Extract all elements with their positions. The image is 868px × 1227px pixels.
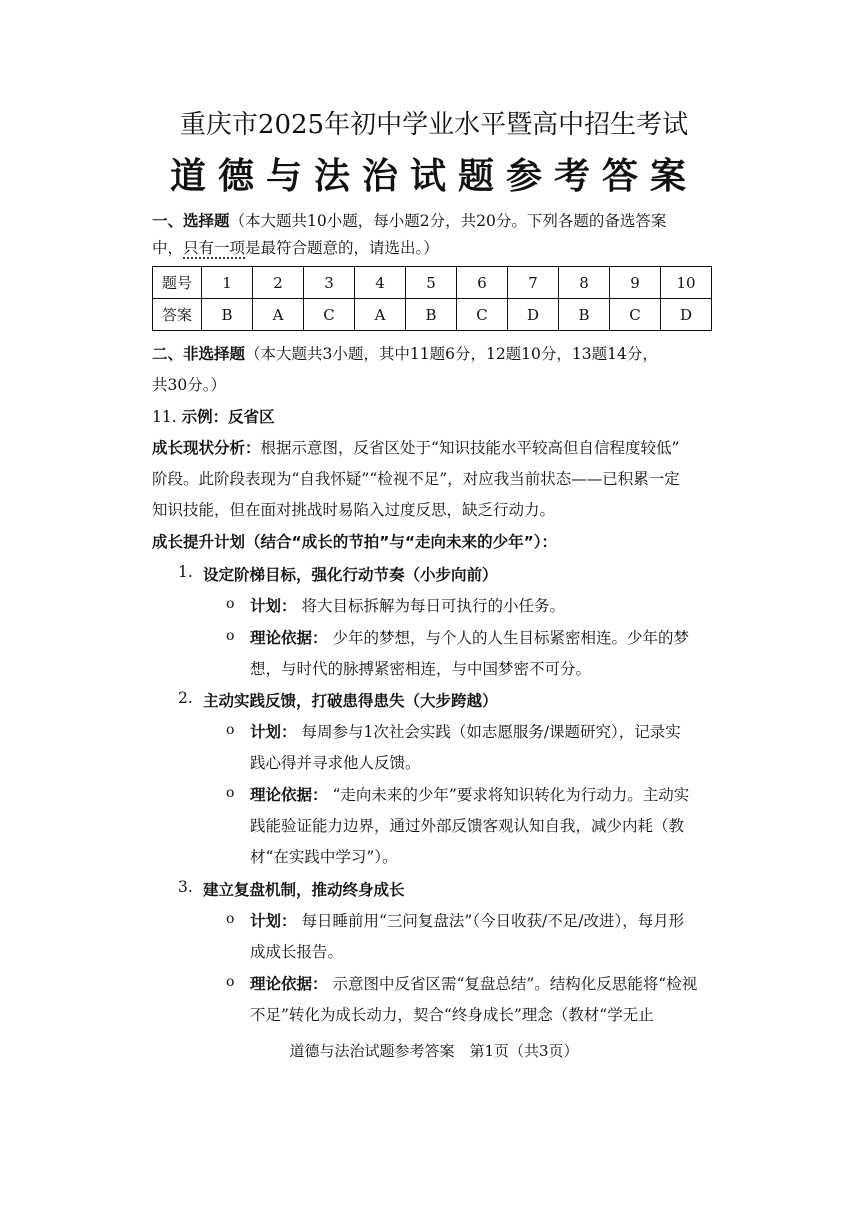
plan-text: 每日睡前用“三问复盘法”（今日收获/不足/改进），每月形 — [301, 912, 685, 930]
step-title: 设定阶梯目标，强化行动节奏（小步向前） — [203, 566, 498, 584]
analysis-label: 成长现状分析： — [152, 439, 261, 457]
basis-item — [250, 626, 720, 648]
table-row-answers — [153, 299, 712, 331]
analysis-text-2: 阶段。此阶段表现为“自我怀疑”“检视不足”，对应我当前状态——已积累一定 — [152, 470, 680, 488]
row-label-question: 题号 — [153, 267, 202, 299]
plan-item — [250, 594, 720, 616]
basis-text: “走向未来的少年”要求将知识转化为行动力。主动实 — [332, 786, 690, 804]
basis-label: 理论依据： — [250, 975, 328, 993]
section1-desc-line1: （本大题共10小题，每小题2分，共20分。下列各题的备选答案 — [229, 212, 667, 230]
table-cell: B — [202, 299, 253, 331]
table-cell: D — [508, 299, 559, 331]
step-title: 主动实践反馈，打破患得患失（大步跨越） — [203, 692, 498, 710]
basis-text: 少年的梦想，与个人的人生目标紧密相连。少年的梦 — [332, 629, 689, 647]
table-cell: C — [304, 299, 355, 331]
section2-desc-line2: 共30分。） — [152, 376, 226, 394]
row-label-answer: 答案 — [153, 299, 202, 331]
table-cell: D — [661, 299, 712, 331]
analysis-text-3: 知识技能，但在面对挑战时易陷入过度反思，缺乏行动力。 — [152, 501, 556, 519]
plan-item — [250, 720, 720, 742]
section1-desc-a: 中， — [152, 239, 184, 257]
step-number: 1. — [178, 563, 193, 581]
basis-label: 理论依据： — [250, 629, 328, 647]
q11-number: 11. — [152, 408, 177, 426]
basis-item — [250, 783, 720, 805]
table-cell: 6 — [457, 267, 508, 299]
basis-text-cont: 践能验证能力边界，通过外部反馈客观认知自我，减少内耗（教 — [250, 817, 685, 835]
plan-text-cont: 成成长报告。 — [250, 943, 344, 961]
bullet-icon: o — [226, 974, 235, 990]
table-cell: 3 — [304, 267, 355, 299]
bullet-icon: o — [226, 628, 235, 644]
basis-item — [250, 972, 720, 994]
bullet-icon: o — [226, 911, 235, 927]
step-title: 建立复盘机制，推动终身成长 — [203, 881, 405, 899]
table-cell: C — [610, 299, 661, 331]
analysis-line1 — [152, 436, 732, 458]
table-cell: 5 — [406, 267, 457, 299]
step-number: 3. — [178, 878, 193, 896]
answer-table — [152, 266, 712, 331]
plan-item — [250, 909, 720, 931]
table-cell: A — [253, 299, 304, 331]
table-cell: 7 — [508, 267, 559, 299]
emphasis-dotted-text: 只有一项 — [183, 239, 246, 257]
section2-label: 二、非选择题 — [152, 345, 246, 363]
table-cell: B — [559, 299, 610, 331]
table-cell: 9 — [610, 267, 661, 299]
table-cell: 10 — [661, 267, 712, 299]
analysis-text-1: 根据示意图，反省区处于“知识技能水平较高但自信程度较低” — [260, 439, 680, 457]
table-cell: 2 — [253, 267, 304, 299]
table-row-numbers — [153, 267, 712, 299]
plan-label: 计划： — [250, 912, 297, 930]
section1-desc-b: 是最符合题意的，请选出。） — [245, 239, 439, 257]
section2-line1 — [152, 342, 732, 364]
table-cell: C — [457, 299, 508, 331]
page-footer: 道德与法治试题参考答案 第1页（共3页） — [289, 1042, 579, 1060]
basis-text-cont: 想，与时代的脉搏紧密相连，与中国梦密不可分。 — [250, 660, 592, 678]
bullet-icon: o — [226, 722, 235, 738]
bullet-icon: o — [226, 785, 235, 801]
section1-line2 — [152, 236, 732, 258]
section1-label: 一、选择题 — [152, 212, 230, 230]
section1-line1 — [152, 209, 732, 231]
section2-desc-line1: （本大题共3小题，其中11题6分，12题10分，13题14分， — [245, 345, 658, 363]
plan-heading: 成长提升计划（结合“成长的节拍”与“走向未来的少年”）： — [152, 533, 557, 551]
table-cell: B — [406, 299, 457, 331]
table-cell: 4 — [355, 267, 406, 299]
document-title: 道德与法治试题参考答案 — [169, 156, 698, 197]
plan-text: 每周参与1次社会实践（如志愿服务/课题研究），记录实 — [301, 723, 681, 741]
step-number: 2. — [178, 689, 193, 707]
q11-title — [152, 405, 732, 427]
basis-text-cont: 材“在实践中学习”）。 — [250, 848, 398, 866]
basis-label: 理论依据： — [250, 786, 328, 804]
basis-text-cont: 不足”转化为成长动力，契合“终身成长”理念（教材“学无止 — [250, 1006, 654, 1024]
plan-text-cont: 践心得并寻求他人反馈。 — [250, 754, 421, 772]
q11-title-text: 示例：反省区 — [181, 408, 275, 426]
table-cell: A — [355, 299, 406, 331]
plan-label: 计划： — [250, 723, 297, 741]
basis-text: 示意图中反省区需“复盘总结”。结构化反思能将“检视 — [332, 975, 698, 993]
plan-label: 计划： — [250, 597, 297, 615]
bullet-icon: o — [226, 596, 235, 612]
table-cell: 1 — [202, 267, 253, 299]
table-cell: 8 — [559, 267, 610, 299]
plan-text: 将大目标拆解为每日可执行的小任务。 — [301, 597, 565, 615]
exam-title: 重庆市2025年初中学业水平暨高中招生考试 — [179, 110, 689, 140]
